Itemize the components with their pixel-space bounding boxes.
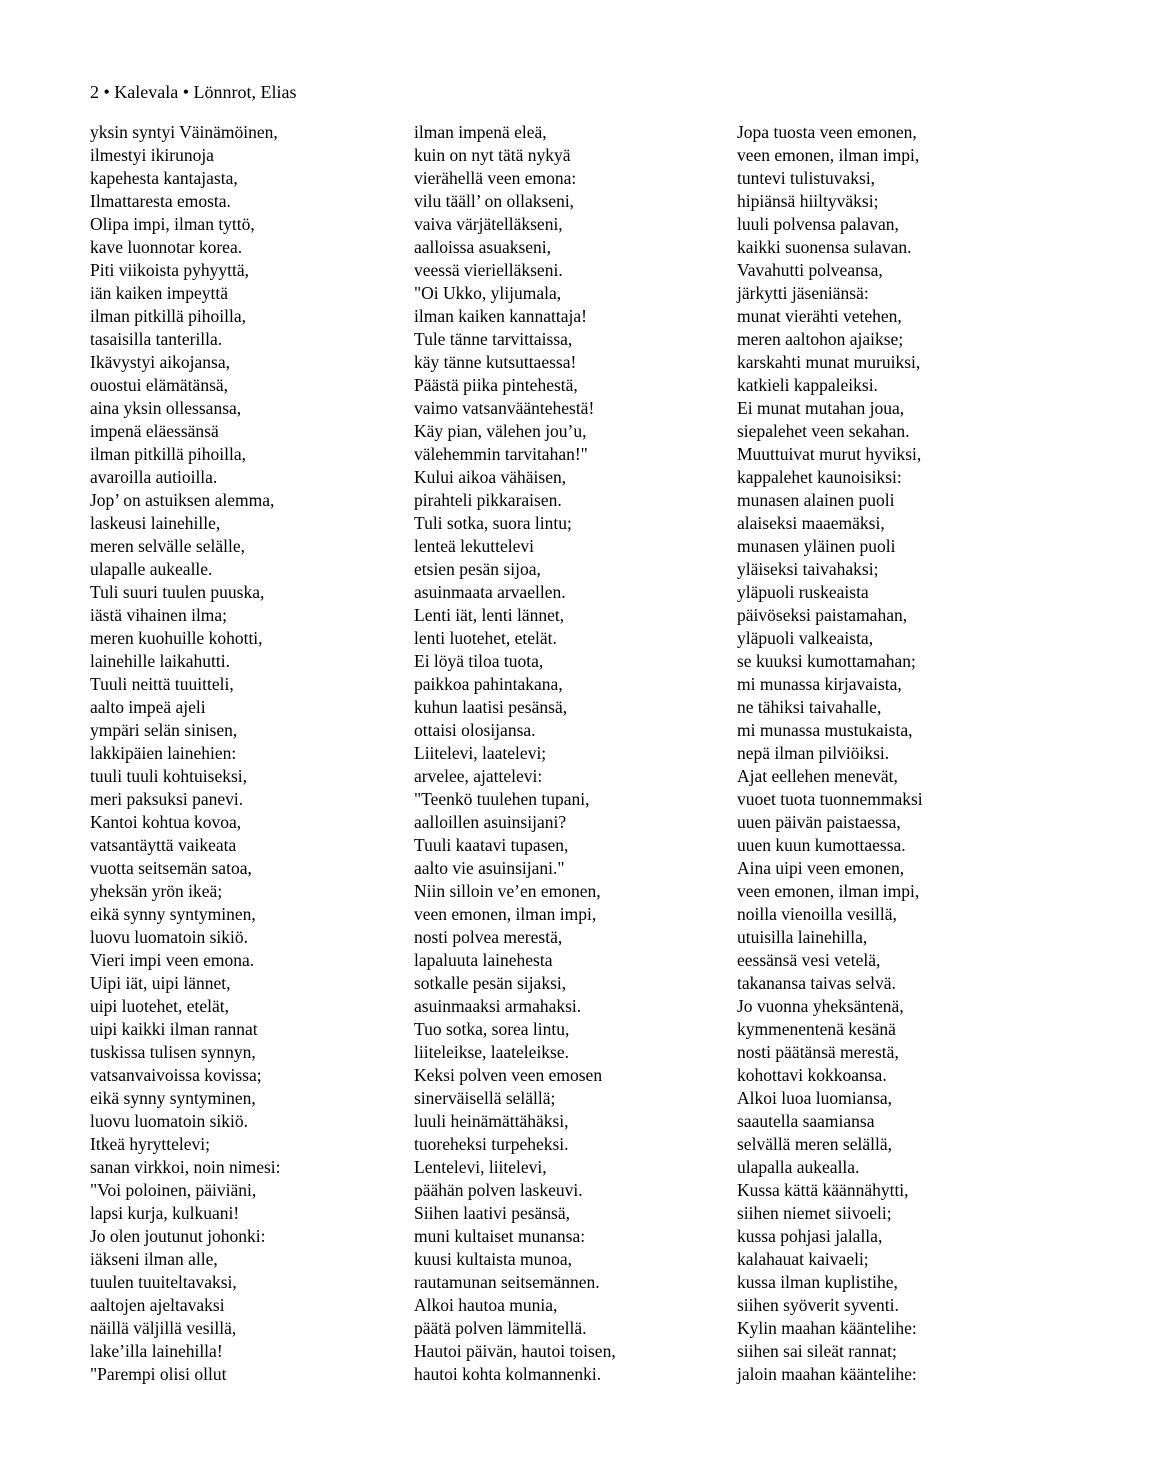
verse-line: yheksän yrön ikeä; (90, 881, 223, 901)
verse-line: päivöseksi paistamahan, (737, 605, 908, 625)
verse-line: Ajat eellehen menevät, (737, 766, 898, 786)
verse-line: vatsantäyttä vaikeata (90, 835, 237, 855)
verse-line: Kylin maahan kääntelihe: (737, 1318, 917, 1338)
verse-line: kapehesta kantajasta, (90, 168, 238, 188)
verse-line: Niin silloin ve’en emonen, (414, 881, 601, 901)
verse-line: Jop’ on astuiksen alemma, (90, 490, 275, 510)
verse-line: tuoreheksi turpeheksi. (414, 1134, 569, 1154)
verse-line: järkytti jäseniänsä: (737, 283, 869, 303)
verse-line: yläpuoli valkeaista, (737, 628, 874, 648)
verse-line: Uipi iät, uipi lännet, (90, 973, 231, 993)
verse-line: uipi kaikki ilman rannat (90, 1019, 258, 1039)
verse-line: "Voi poloinen, päiviäni, (90, 1180, 257, 1200)
verse-line: Alkoi hautoa munia, (414, 1295, 558, 1315)
verse-line: Keksi polven veen emosen (414, 1065, 603, 1085)
verse-line: Kussa kättä käännähytti, (737, 1180, 909, 1200)
verse-line: iäkseni ilman alle, (90, 1249, 218, 1269)
verse-line: hipiänsä hiiltyväksi; (737, 191, 879, 211)
verse-line: Lentelevi, liitelevi, (414, 1157, 547, 1177)
page-header: 2 • Kalevala • Lönnrot, Elias (90, 82, 297, 102)
text-column-3 (737, 121, 1057, 1386)
verse-line: uipi luotehet, etelät, (90, 996, 229, 1016)
verse-line: Olipa impi, ilman tyttö, (90, 214, 255, 234)
verse-line: luovu luomatoin sikiö. (90, 927, 248, 947)
verse-line: yksin syntyi Väinämöinen, (90, 122, 278, 142)
verse-line: Tuli suuri tuulen puuska, (90, 582, 265, 602)
verse-line: yläiseksi taivahaksi; (737, 559, 879, 579)
verse-line: aina yksin ollessansa, (90, 398, 242, 418)
verse-line: kalahauat kaivaeli; (737, 1249, 869, 1269)
verse-line: aalto impeä ajeli (90, 697, 206, 717)
verse-line: Ei löyä tiloa tuota, (414, 651, 544, 671)
verse-line: rautamunan seitsemännen. (414, 1272, 600, 1292)
verse-line: kohottavi kokkoansa. (737, 1065, 887, 1085)
verse-line: kussa ilman kuplistihe, (737, 1272, 898, 1292)
text-column-1 (90, 121, 410, 1386)
verse-line: kuhun laatisi pesänsä, (414, 697, 568, 717)
verse-line: kaikki suonensa sulavan. (737, 237, 912, 257)
verse-line: mi munassa mustukaista, (737, 720, 913, 740)
verse-line: Hautoi päivän, hautoi toisen, (414, 1341, 616, 1361)
verse-line: veen emonen, ilman impi, (737, 881, 920, 901)
verse-line: eikä synny syntyminen, (90, 904, 256, 924)
verse-line: alaiseksi maaemäksi, (737, 513, 885, 533)
verse-line: meri paksuksi panevi. (90, 789, 244, 809)
verse-line: tuskissa tulisen synnyn, (90, 1042, 256, 1062)
verse-line: ilman pitkillä pihoilla, (90, 306, 247, 326)
verse-line: uuen päivän paistaessa, (737, 812, 901, 832)
verse-line: Tuuli neittä tuuitteli, (90, 674, 234, 694)
verse-line: kuin on nyt tätä nykyä (414, 145, 571, 165)
verse-line: ympäri selän sinisen, (90, 720, 238, 740)
verse-line: ilman kaiken kannattaja! (414, 306, 587, 326)
verse-line: veen emonen, ilman impi, (737, 145, 920, 165)
verse-line: hautoi kohta kolmannenki. (414, 1364, 602, 1384)
verse-line: ilman impenä eleä, (414, 122, 547, 142)
verse-line: luovu luomatoin sikiö. (90, 1111, 248, 1131)
verse-line: laskeusi lainehille, (90, 513, 221, 533)
verse-line: Jopa tuosta veen emonen, (737, 122, 917, 142)
verse-line: ulapalla aukealla. (737, 1157, 860, 1177)
verse-line: aalloillen asuinsijani? (414, 812, 567, 832)
verse-line: yläpuoli ruskeaista (737, 582, 869, 602)
verse-line: välehemmin tarvitahan!" (414, 444, 588, 464)
verse-line: Itkeä hyryttelevi; (90, 1134, 211, 1154)
verse-line: Lenti iät, lenti lännet, (414, 605, 565, 625)
verse-line: aaltojen ajeltavaksi (90, 1295, 225, 1315)
verse-line: siihen syöverit syventi. (737, 1295, 899, 1315)
verse-line: arvelee, ajattelevi: (414, 766, 543, 786)
verse-line: tuulen tuuiteltavaksi, (90, 1272, 237, 1292)
text-column-2 (414, 121, 734, 1386)
verse-line: takanansa taivas selvä. (737, 973, 896, 993)
verse-line: kuusi kultaista munoa, (414, 1249, 572, 1269)
verse-line: meren kuohuille kohotti, (90, 628, 263, 648)
verse-line: iästä vihainen ilma; (90, 605, 228, 625)
verse-line: asuinmaata arvaellen. (414, 582, 566, 602)
verse-line: päähän polven laskeuvi. (414, 1180, 583, 1200)
verse-line: Muuttuivat murut hyviksi, (737, 444, 922, 464)
verse-line: eikä synny syntyminen, (90, 1088, 256, 1108)
verse-line: meren selvälle selälle, (90, 536, 245, 556)
verse-line: lake’illa lainehilla! (90, 1341, 223, 1361)
verse-line: munat vierähti vetehen, (737, 306, 902, 326)
verse-line: tasaisilla tanterilla. (90, 329, 223, 349)
verse-line: Tuli sotka, suora lintu; (414, 513, 572, 533)
verse-line: impenä eläessänsä (90, 421, 219, 441)
verse-line: katkieli kappaleiksi. (737, 375, 878, 395)
verse-line: tuntevi tulistuvaksi, (737, 168, 876, 188)
verse-line: ottaisi olosijansa. (414, 720, 536, 740)
verse-line: Tule tänne tarvittaissa, (414, 329, 573, 349)
verse-line: lainehille laikahutti. (90, 651, 230, 671)
verse-line: Alkoi luoa luomiansa, (737, 1088, 893, 1108)
verse-line: käy tänne kutsuttaessa! (414, 352, 577, 372)
verse-line: kymmenentenä kesänä (737, 1019, 896, 1039)
verse-line: vuoet tuota tuonnemmaksi (737, 789, 923, 809)
verse-line: tuuli tuuli kohtuiseksi, (90, 766, 248, 786)
verse-line: Ikävystyi aikojansa, (90, 352, 230, 372)
verse-line: nosti päätänsä merestä, (737, 1042, 899, 1062)
verse-line: siihen sai sileät rannat; (737, 1341, 897, 1361)
verse-line: veen emonen, ilman impi, (414, 904, 597, 924)
verse-line: munasen alainen puoli (737, 490, 895, 510)
verse-line: uuen kuun kumottaessa. (737, 835, 906, 855)
verse-line: meren aaltohon ajaikse; (737, 329, 904, 349)
verse-line: ilman pitkillä pihoilla, (90, 444, 247, 464)
verse-line: Kului aikoa vähäisen, (414, 467, 567, 487)
verse-line: sinerväisellä selällä; (414, 1088, 556, 1108)
verse-line: liiteleikse, laateleikse. (414, 1042, 570, 1062)
verse-line: selvällä meren selällä, (737, 1134, 892, 1154)
verse-line: kave luonnotar korea. (90, 237, 243, 257)
verse-line: aalloissa asuakseni, (414, 237, 552, 257)
verse-line: etsien pesän sijoa, (414, 559, 541, 579)
verse-line: noilla vienoilla vesillä, (737, 904, 897, 924)
verse-line: kussa pohjasi jalalla, (737, 1226, 883, 1246)
verse-line: sanan virkkoi, noin nimesi: (90, 1157, 281, 1177)
verse-line: päätä polven lämmitellä. (414, 1318, 587, 1338)
verse-line: se kuuksi kumottamahan; (737, 651, 916, 671)
verse-line: ouostui elämätänsä, (90, 375, 229, 395)
verse-line: luuli polvensa palavan, (737, 214, 899, 234)
verse-line: Jo olen joutunut johonki: (90, 1226, 266, 1246)
verse-line: mi munassa kirjavaista, (737, 674, 902, 694)
verse-line: ilmestyi ikirunoja (90, 145, 214, 165)
verse-line: Siihen laativi pesänsä, (414, 1203, 571, 1223)
verse-line: lenteä lekuttelevi (414, 536, 535, 556)
verse-line: aalto vie asuinsijani." (414, 858, 565, 878)
verse-line: sotkalle pesän sijaksi, (414, 973, 567, 993)
verse-line: paikkoa pahintakana, (414, 674, 563, 694)
verse-line: vilu tääll’ on ollakseni, (414, 191, 575, 211)
verse-line: Aina uipi veen emonen, (737, 858, 905, 878)
verse-line: saautella saamiansa (737, 1111, 875, 1131)
verse-line: karskahti munat muruiksi, (737, 352, 921, 372)
verse-line: Piti viikoista pyhyyttä, (90, 260, 249, 280)
verse-line: Kantoi kohtua kovoa, (90, 812, 242, 832)
verse-line: Jo vuonna yheksäntenä, (737, 996, 904, 1016)
verse-line: utuisilla lainehilla, (737, 927, 868, 947)
verse-line: Ei munat mutahan joua, (737, 398, 905, 418)
verse-line: lapaluuta lainehesta (414, 950, 553, 970)
verse-line: pirahteli pikkaraisen. (414, 490, 562, 510)
verse-line: nepä ilman pilviöiksi. (737, 743, 890, 763)
verse-line: vatsanvaivoissa kovissa; (90, 1065, 262, 1085)
verse-line: lapsi kurja, kulkuani! (90, 1203, 240, 1223)
verse-line: vuotta seitsemän satoa, (90, 858, 252, 878)
verse-line: avaroilla autioilla. (90, 467, 218, 487)
verse-line: luuli heinämättähäksi, (414, 1111, 569, 1131)
verse-line: Tuo sotka, sorea lintu, (414, 1019, 570, 1039)
verse-line: "Parempi olisi ollut (90, 1364, 227, 1384)
verse-line: Käy pian, välehen jou’u, (414, 421, 587, 441)
verse-line: Tuuli kaatavi tupasen, (414, 835, 569, 855)
verse-line: näillä väljillä vesillä, (90, 1318, 237, 1338)
verse-line: ne tähiksi taivahalle, (737, 697, 882, 717)
verse-line: nosti polvea merestä, (414, 927, 563, 947)
verse-line: Liitelevi, laatelevi; (414, 743, 547, 763)
verse-line: Päästä piika pintehestä, (414, 375, 578, 395)
verse-line: ulapalle aukealle. (90, 559, 213, 579)
verse-line: vaiva värjätelläkseni, (414, 214, 563, 234)
verse-line: jaloin maahan kääntelihe: (737, 1364, 917, 1384)
verse-line: vaimo vatsanvääntehestä! (414, 398, 595, 418)
verse-line: Vieri impi veen emona. (90, 950, 255, 970)
verse-line: eessänsä vesi vetelä, (737, 950, 881, 970)
verse-line: Ilmattaresta emosta. (90, 191, 231, 211)
verse-line: asuinmaaksi armahaksi. (414, 996, 582, 1016)
verse-line: iän kaiken impeyttä (90, 283, 229, 303)
verse-line: siepalehet veen sekahan. (737, 421, 910, 441)
verse-line: siihen niemet siivoeli; (737, 1203, 892, 1223)
verse-line: "Oi Ukko, ylijumala, (414, 283, 562, 303)
verse-line: kappalehet kaunoisiksi: (737, 467, 902, 487)
verse-line: "Teenkö tuulehen tupani, (414, 789, 590, 809)
verse-line: Vavahutti polveansa, (737, 260, 883, 280)
verse-line: lenti luotehet, etelät. (414, 628, 557, 648)
verse-line: munasen yläinen puoli (737, 536, 896, 556)
verse-line: lakkipäien lainehien: (90, 743, 237, 763)
verse-line: veessä vierielläkseni. (414, 260, 563, 280)
verse-line: vierähellä veen emona: (414, 168, 577, 188)
verse-line: muni kultaiset munansa: (414, 1226, 586, 1246)
